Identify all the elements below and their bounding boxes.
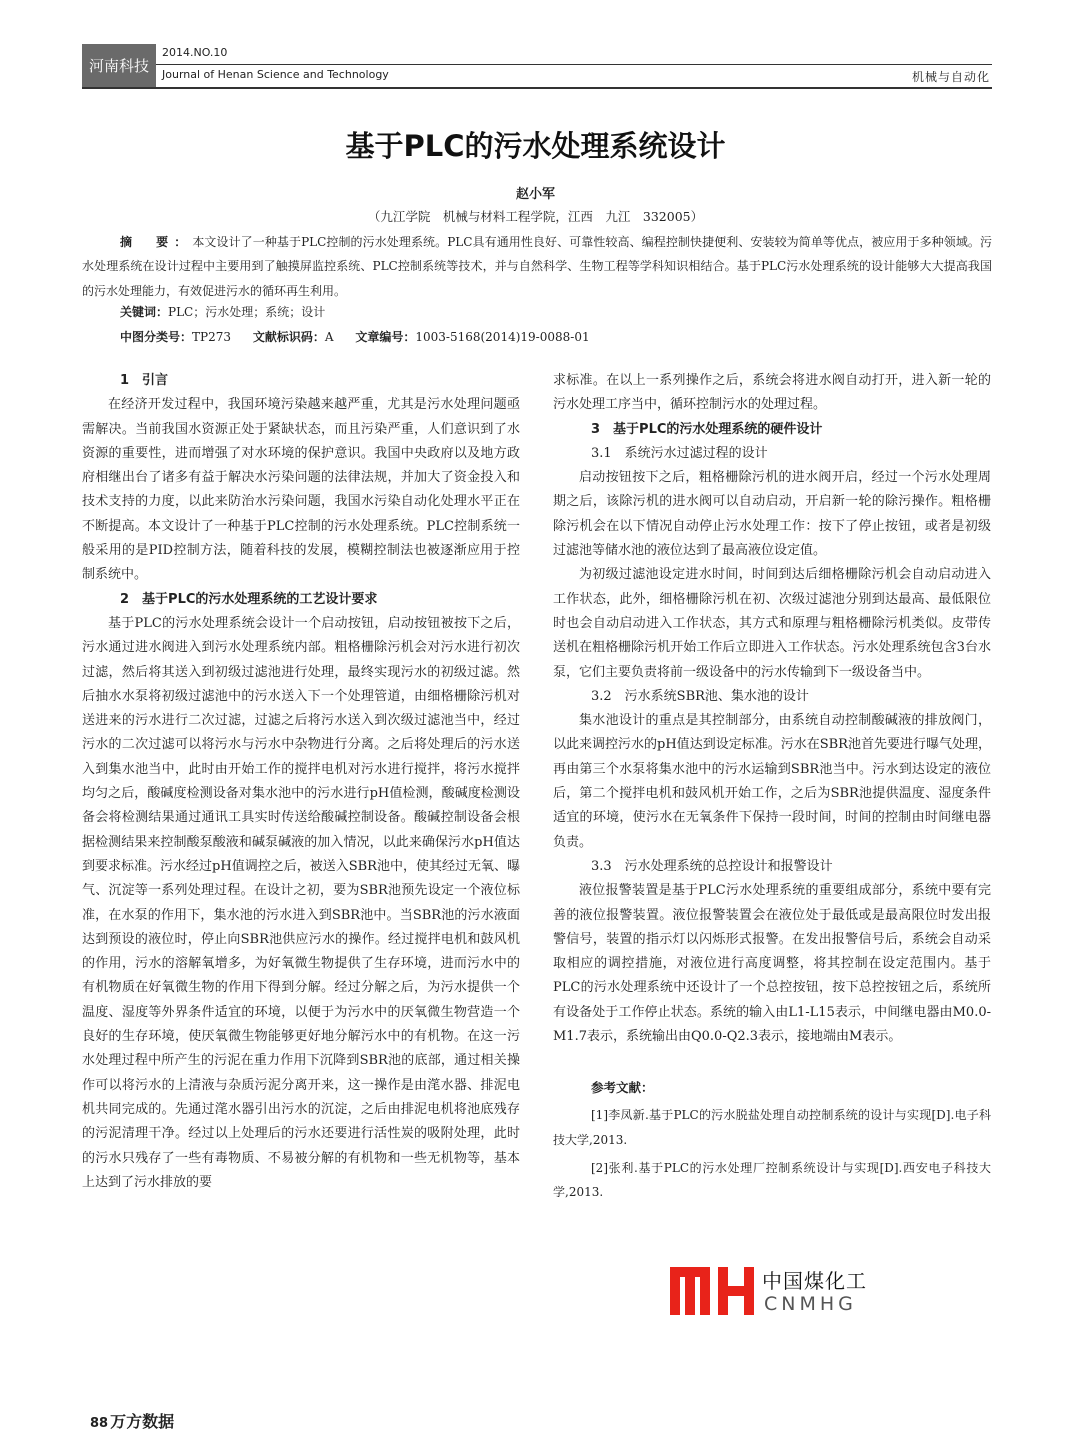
subheading-filtration: 3.1 系统污水过滤过程的设计 bbox=[591, 445, 768, 461]
paragraph: 液位报警装置是基于PLC污水处理系统的重要组成部分，系统中要有完善的液位报警装置。液位报警装置会在液位处于最低或是最高限位时发出报警信号，装置的指示灯以闪烁形式报警。在发出报警信号后，系统会自动采取相应的调控措施，对液位进行高度调整，将其控制在设定范围内。基于PLC的污水处理系统中还设计了一个总控按钮，按下总控按钮之后，系统所有设备处于工作停止状态。系统的输入由L1-L15表示，中间继电器由M0.0-M1.7表示，系统输出由Q0.0-Q2.3表示，接地端由M表示。 bbox=[553, 883, 991, 1045]
watermark-cn-text: 中国煤化工 bbox=[762, 1269, 867, 1293]
subheading-sbr-tank: 3.2 污水系统SBR池、集水池的设计 bbox=[591, 688, 809, 704]
cnmhg-logo-icon bbox=[668, 1265, 756, 1317]
doc-code-label: 文献标识码： bbox=[252, 330, 325, 344]
clc-field bbox=[120, 330, 231, 344]
reference-item: [2]张利.基于PLC的污水处理厂控制系统设计与实现[D].西安电子科技大学,2013. bbox=[553, 1160, 991, 1200]
paragraph: 集水池设计的重点是其控制部分，由系统自动控制酸碱液的排放阀门，以此来调控污水的pH值达到设定标准。污水在SBR池首先要进行曝气处理，再由第三个水泵将集水池中的污水运输到SBR池当中。污水到达设定的液位后，第二个搅拌电机和鼓风机开始工作，之后为SBR池提供温度、湿度条件适宜的环境，使污水在无氧条件下保持一段时间，时间的控制由时间继电器负责。 bbox=[553, 713, 991, 850]
left-column bbox=[82, 369, 520, 1195]
doc-code-value: A bbox=[324, 330, 334, 344]
issue-number: 2014.NO.10 bbox=[162, 46, 228, 59]
keywords bbox=[120, 303, 325, 320]
section-label: 机械与自动化 bbox=[911, 70, 990, 84]
journal-header bbox=[82, 44, 992, 88]
subheading-master-control-alarm: 3.3 污水处理系统的总控设计和报警设计 bbox=[591, 858, 833, 874]
page-number: 88 bbox=[90, 1416, 109, 1431]
clc-value: TP273 bbox=[192, 330, 231, 344]
article-author: 赵小军 bbox=[515, 187, 555, 202]
paragraph: 启动按钮按下之后，粗格栅除污机的进水阀开启，经过一个污水处理周期之后，该除污机的进水阀可以自动启动，开启新一轮的除污操作。粗格栅除污机会在以下情况自动停止污水处理工作：按下了停止按钮，或者是初级过滤池等储水池的液位达到了最高液位设定值。 bbox=[553, 470, 991, 559]
source-label: 万方数据 bbox=[110, 1412, 175, 1431]
heading-introduction: 1 引言 bbox=[120, 373, 169, 388]
article-no-value: 1003-5168(2014)19-0088-01 bbox=[415, 330, 590, 344]
references-title: 参考文献： bbox=[591, 1080, 654, 1096]
journal-english-name: Journal of Henan Science and Technology bbox=[162, 68, 389, 81]
article-title: 基于PLC的污水处理系统设计 bbox=[345, 129, 726, 163]
paragraph: 求标准。在以上一系列操作之后，系统会将进水阀自动打开，进入新一轮的污水处理工序当中，循环控制污水的处理过程。 bbox=[553, 373, 991, 413]
page-footer bbox=[90, 1409, 174, 1432]
heading-process-requirements: 2 基于PLC的污水处理系统的工艺设计要求 bbox=[120, 591, 378, 607]
journal-name-badge: 河南科技 bbox=[82, 44, 156, 88]
keywords-text: PLC；污水处理；系统；设计 bbox=[168, 305, 326, 319]
header-divider bbox=[156, 64, 992, 65]
right-column bbox=[553, 369, 991, 1209]
keywords-label: 关键词： bbox=[120, 305, 169, 319]
paragraph: 为初级过滤池设定进水时间，时间到达后细格栅除污机会自动启动进入工作状态，此外，细格栅除污机在初、次级过滤池分别到达最高、最低限位时也会自动启动进入工作状态，其方式和原理与粗格栅除污机类似。皮带传送机在粗格栅除污机开始工作后立即进入工作状态。污水处理系统包含3台水泵，它们主要负责将前一级设备中的污水传输到下一级设备当中。 bbox=[553, 567, 991, 680]
clc-label: 中图分类号： bbox=[120, 330, 193, 344]
abstract-label: 摘 要： bbox=[120, 235, 193, 249]
paragraph: 在经济开发过程中，我国环境污染越来越严重，尤其是污水处理问题亟需解决。当前我国水资源正处于紧缺状态，而且污染严重，人们意识到了水资源的重要性，进而增强了对水环境的保护意识。我国中央政府以及地方政府相继出台了诸多有益于解决水污染问题的法律法规，并加大了资金投入和技术支持的力度，以此来防治水污染问题，我国水污染自动化处理水平正在不断提高。本文设计了一种基于PLC控制的污水处理系统。PLC控制系统一般采用的是PID控制方法，随着科技的发展，模糊控制法也被逐渐应用于控制系统中。 bbox=[82, 397, 520, 583]
author-affiliation: （九江学院 机械与材料工程学院，江西 九江 332005） bbox=[367, 209, 704, 224]
article-no-label: 文章编号： bbox=[355, 330, 416, 344]
article-no-field bbox=[355, 330, 589, 344]
doc-code-field bbox=[253, 330, 334, 344]
header-bottom-rule bbox=[82, 87, 992, 89]
classification-line bbox=[120, 328, 606, 345]
reference-item: [1]李凤新.基于PLC的污水脱盐处理自动控制系统的设计与实现[D].电子科技大学,2013. bbox=[553, 1108, 991, 1147]
abstract bbox=[82, 230, 992, 303]
paragraph: 基于PLC的污水处理系统会设计一个启动按钮，启动按钮被按下之后，污水通过进水阀进入到污水处理系统内部。粗格栅除污机会对污水进行初次过滤，然后将其送入到初级过滤池进行处理，最终实现污水的初级过滤。然后抽水水泵将初级过滤池中的污水送入下一个处理管道，由细格栅除污机对送进来的污水进行二次过滤，过滤之后将污水送入到次级过滤池当中，经过污水的二次过滤可以将污水与污水中杂物进行分离。之后将处理后的污水送入到集水池当中，此时由开始工作的搅拌电机对污水进行搅拌，将污水搅拌均匀之后，酸碱度检测设备对集水池中的污水进行pH值检测，酸碱度检测设备会将检测结果通过通讯工具实时传送给酸碱控制设备。酸碱控制设备会根据检测结果来控制酸泵酸液和碱泵碱液的加入情况，以此来确保污水pH值达到要求标准。污水经过pH值调控之后，被送入SBR池中，使其经过无氧、曝气、沉淀等一系列处理过程。在设计之初，要为SBR池预先设定一个液位标准，在水泵的作用下，集水池的污水进入到SBR池中。当SBR池的污水液面达到预设的液位时，停止向SBR池供应污水的操作。经过搅拌电机和鼓风机的作用，污水的溶解氧增多，为好氧微生物提供了生存环境，进而污水中的有机物质在好氧微生物的作用下得到分解。经过分解之后，为污水提供一个温度、湿度等外界条件适宜的环境，以便于为污水中的厌氧微生物营造一个良好的生存环境，使厌氧微生物能够更好地分解污水中的有机物。在这一污水处理过程中所产生的污泥在重力作用下沉降到SBR池的底部，通过相关操作可以将污水的上清液与杂质污泥分离开来，这一操作是由滗水器、排泥电机共同完成的。先通过滗水器引出污水的沉淀，之后由排泥电机将池底残存的污泥清理干净。经过以上处理后的污水还要进行活性炭的吸附处理，此时的污水只残存了一些有毒物质、不易被分解的有机物和一些无机物等，基本上达到了污水排放的要 bbox=[82, 615, 520, 1190]
watermark-logo bbox=[668, 1265, 880, 1317]
heading-hardware-design: 3 基于PLC的污水处理系统的硬件设计 bbox=[591, 421, 823, 437]
abstract-text: 本文设计了一种基于PLC控制的污水处理系统。PLC具有通用性良好、可靠性较高、编程控制快捷便利、安装较为简单等优点，被应用于多种领域。污水处理系统在设计过程中主要用到了触摸屏监控系统、PLC控制系统等技术，并与自然科学、生物工程等学科知识相结合。基于PLC污水处理系统的设计能够大大提高我国的污水处理能力，有效促进污水的循环再生利用。 bbox=[82, 235, 992, 298]
watermark-en-text: CNMHG bbox=[764, 1293, 857, 1315]
